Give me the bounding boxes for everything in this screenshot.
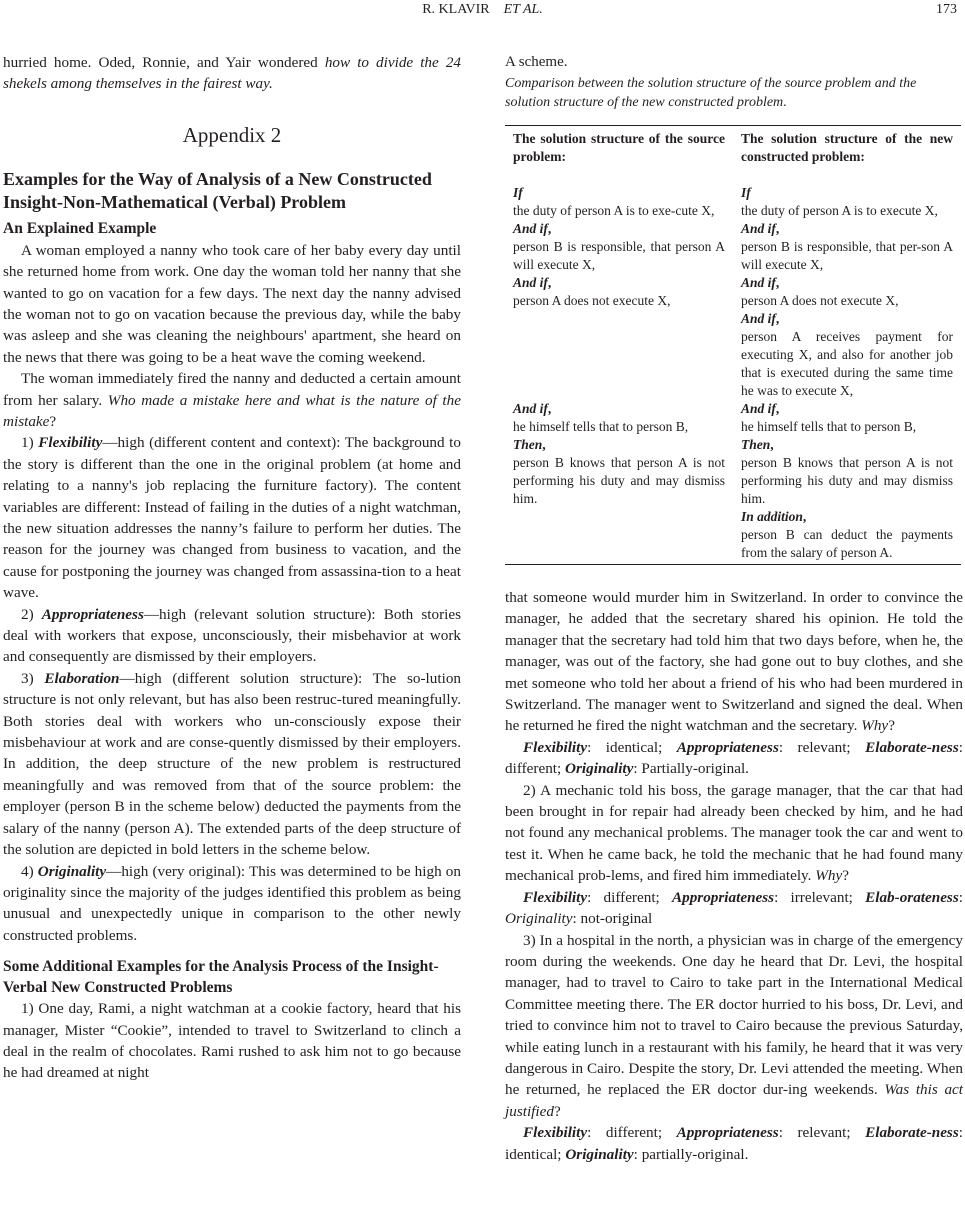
scheme-caption: Comparison between the solution structure of the source problem and the solution structure of the new constructed problem. [505,76,917,110]
scheme-cell-new: If the duty of person A is to execute X, And if, person B is responsible, that per-son A will execute X, And if, person A does not execute X, And if, person A receives payment for executing X, and also for another job that is executed during the same time he was to execute X, [741,185,953,398]
scheme-row [505,400,961,565]
running-title: R. KLAVIR ET AL. [422,2,543,17]
section-title: Examples for the Way of Analysis of a New Constructed Insight-Non-Mathematical (Verbal) Problem [3,169,432,212]
scheme-row [505,184,961,400]
item-elaboration: 3) Elaboration—high (different solution structure): The so-lution structure is not only relevant, but has also been restruc-tured meaningfully. Both stories deal with workers who un-consciously expose their misbehaviour at work and are conse-quently dismissed by their employers. In addition, the deep structure of the new problem is restructured meaningfully and was removed from that of the source problem: the employer (person B in the scheme below) deducted the payments from the salary of the nanny (person A). The extended parts of the deep structure of the solution are depicted in bold letters in the scheme below. [3,669,462,859]
scheme-table [505,125,961,565]
scheme-header-source: The solution structure of the source problem: [505,126,733,167]
scheme-cell-source: And if, he himself tells that to person B, Then, person B knows that person A is not performing his duty and may dismiss him. [505,400,733,565]
scheme-cell-new: And if, he himself tells that to person B, Then, person B knows that person A is not performing his duty and may dismiss him. In addition, person B can deduct the payments from the salary of person A. [733,400,961,565]
item-originality: 4) Originality—high (very original): This was determined to be high on originality since the majority of the judges identified this problem as being unusual and unexpectedly unique in comparison to the other newly constructed problems. [3,862,461,944]
opening-paragraph: hurried home. Oded, Ronnie, and Yair wondered how to divide the 24 shekels among themselves in the fairest way. [3,54,462,93]
example-hospital: 3) In a hospital in the north, a physician was in charge of the emergency room during the weekends. One day he heard that Dr. Levi, the hospital manager, had to travel to Cairo to take part in the International Medical Committee meeting there. The ER doctor hurried to his boss, Dr. Levi, and tried to convince him not to travel to Cairo because the previous Saturday, while eating lunch in a restaurant with his family, he heard that it was very dangerous in Cairo. Despite the story, Dr. Levi attended the meeting. When he returned, he replaced the ER doctor dur-ing weekends. Was this act justified? [505,931,963,1120]
scheme-header-new: The solution structure of the new constructed problem: [733,126,961,167]
evaluation-1: Flexibility: identical; Appropriateness: relevant; Elaborate-ness: different; Originality: Partially-original. [505,738,963,778]
scheme-label: A scheme. [505,54,568,70]
scheme-cell-source: If the duty of person A is to exe-cute X, And if, person B is responsible, that person A will execute X, And if, person A does not execute X, [513,185,725,308]
left-column [3,52,461,1084]
paragraph-nanny-story: A woman employed a nanny who took care of her baby every day until she returned home from work. One day the woman told her nanny that she wanted to go on vacation for a few days. The next day the nanny advised the woman not to go on vacation because the previous day, while the baby was asleep and she was cleaning the neighbours' apartment, she heard on the news that there was going to be a heat wave the coming weekend. [3,241,461,366]
explained-example-heading: An Explained Example [3,220,157,238]
additional-examples-heading: Some Additional Examples for the Analysis Process of the Insight-Verbal New Constructed Problems [3,958,439,997]
appendix-title: Appendix 2 [182,122,282,147]
continuation-paragraph: that someone would murder him in Switzerland. In order to convince the manager, he added that the secretary shared his opinion. He told the manager that the secretary had told him that two days before, when he, the manager, was out of the factory, she had gone out to buy clothes, and she met someone who told her about a friend of his who had been murdered in Switzerland. The manager went to Switzerland and signed the deal. When he returned he fired the night watchman and the secretary. Why? [505,589,963,735]
item-flexibility: 1) Flexibility—high (different content and context): The background to the story is different than the one in the original problem (at home and relating to a nanny's job replacing the furniture factory). The content variables are different: Instead of failing in the duties of a night watchman, the new situation addresses the nanny’s failure to perform her duties. The reason for the journey was changed from business to vacation, and the cause for postponing the journey was changed from assassina-tion to a heat wave. [3,434,461,602]
paragraph-question: The woman immediately fired the nanny and deducted a certain amount from her salary. Who made a mistake here and what is the nature of the mistake? [3,370,461,430]
running-title-et-al: ET AL. [503,2,543,17]
example-rami: 1) One day, Rami, a night watchman at a cookie factory, heard that his manager, Mister “Cookie”, intended to travel to Switzerland to clinch a deal in the realm of chocolates. Rami rushed to ask him not to go because he had dreamed at night [3,1000,461,1082]
evaluation-3: Flexibility: different; Appropriateness: relevant; Elaborate-ness: identical; Originality: partially-original. [505,1124,963,1163]
evaluation-2: Flexibility: different; Appropriateness: irrelevant; Elab-orateness: Originality: not-original [505,888,963,928]
page-number: 173 [936,2,957,17]
right-column [505,52,963,1165]
example-mechanic: 2) A mechanic told his boss, the garage manager, that the car that had been brought in for repair had already been checked by him, and he had not found any mechanical problems. The manager took the car and went to test it. When he came back, he told the mechanic that he had found many mechanical prob-lems, and fired him immediately. Why? [505,781,963,885]
page-header [0,0,965,22]
item-appropriateness: 2) Appropriateness—high (relevant solution structure): Both stories deal with workers that expose, unconsciously, their misbehavior at work and consequently are dismissed by their employers. [3,605,461,666]
